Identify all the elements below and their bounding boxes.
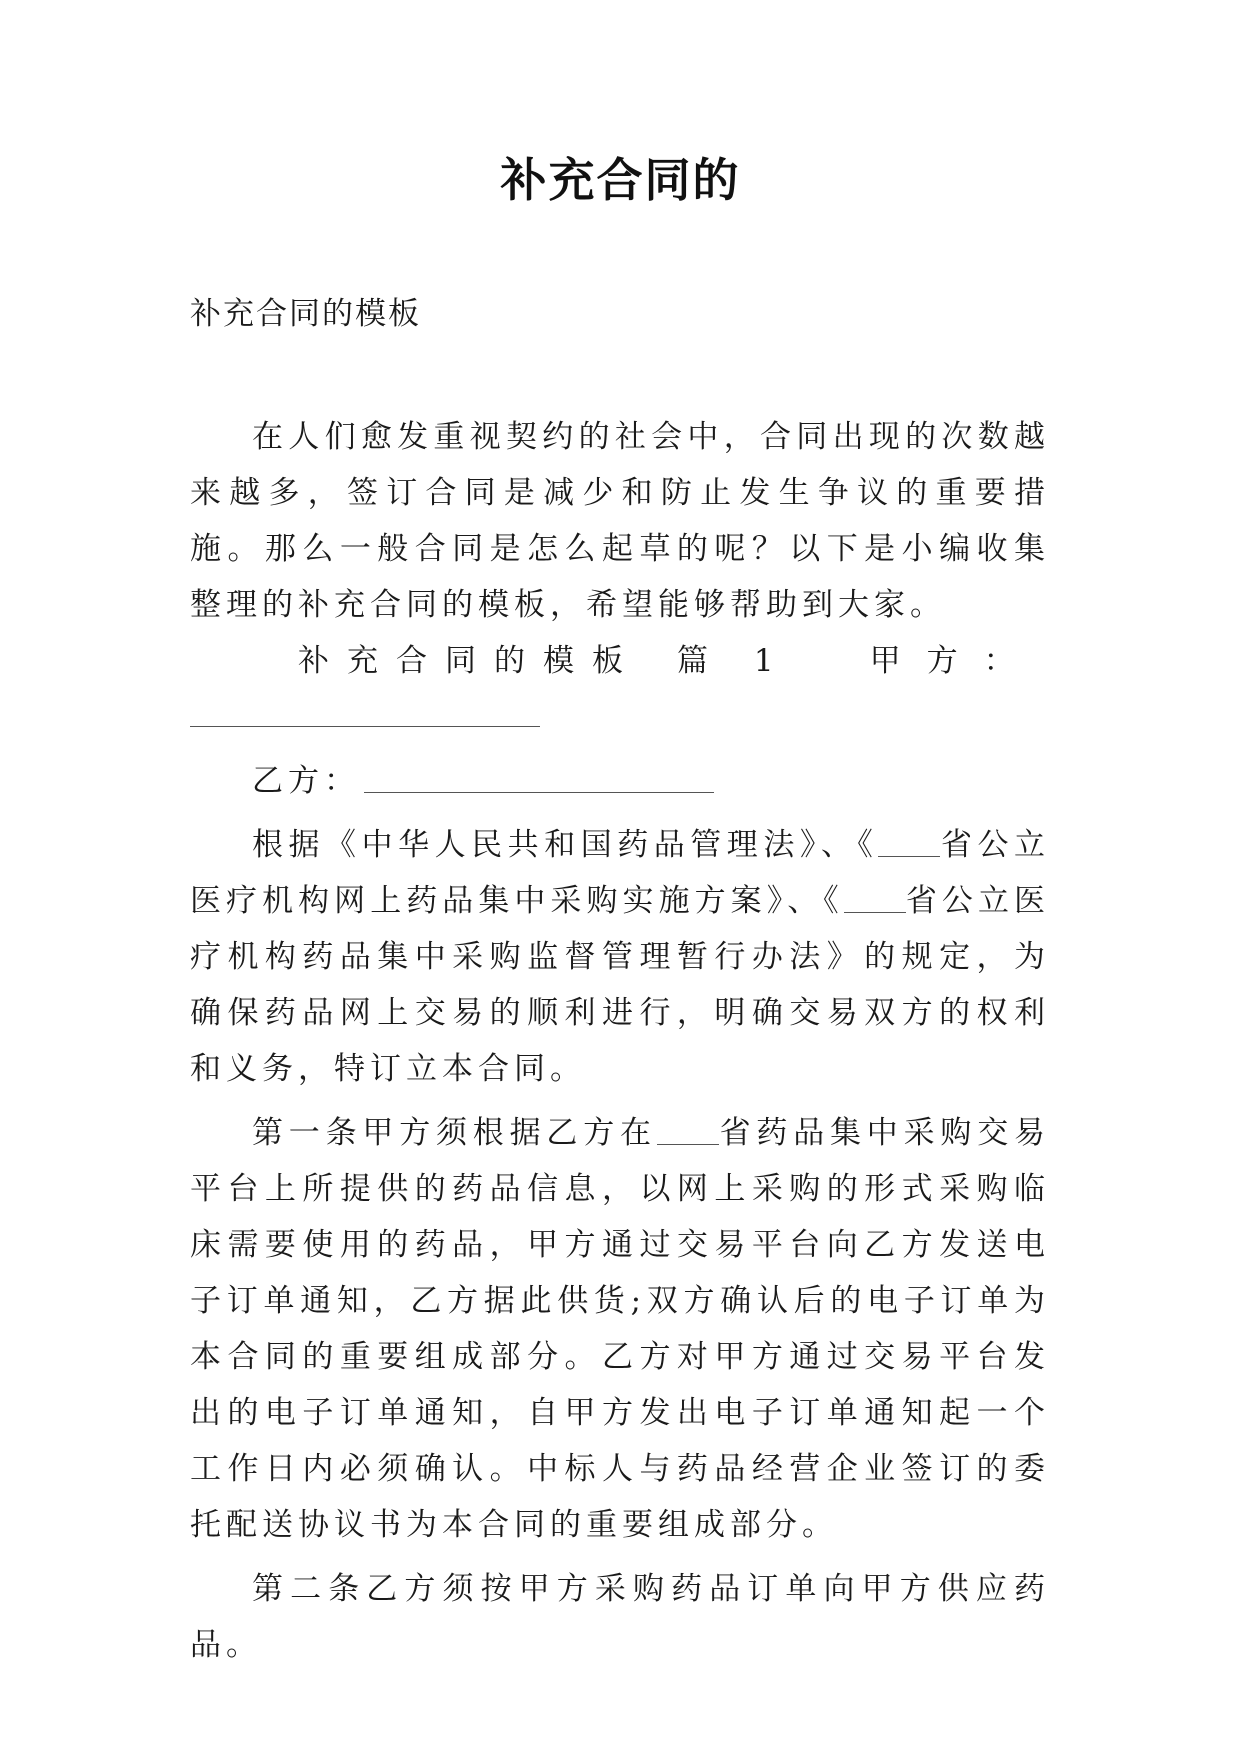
spacer — [190, 809, 1050, 817]
party-a-label: 甲方： — [869, 643, 1041, 679]
article-1-text-1: 第一条甲方须根据乙方在 — [252, 1115, 657, 1151]
spacer — [190, 745, 1050, 753]
basis-text-3: 省公立医疗机构药品集中采购监督管理暂行办法》的规定，为确保药品网上交易的顺利进行，明确交易双方的权利和义务，特订立本合同。 — [190, 883, 1051, 1087]
basis-text-1: 根据《中华人民共和国药品管理法》、《 — [252, 827, 879, 863]
spacer — [190, 1553, 1050, 1561]
party-b-blank — [364, 762, 714, 793]
party-a-blank — [190, 689, 540, 745]
article-2-paragraph: 第二条乙方须按甲方采购药品订单向甲方供应药品。 — [190, 1571, 1050, 1663]
basis-text-2: 省公立医疗机构网上药品集中采购实施方案》、《 — [190, 827, 1051, 919]
party-b-line — [190, 753, 1050, 809]
document-title: 补充合同的 — [500, 153, 741, 207]
basis-paragraph — [190, 817, 1050, 1097]
document-body — [190, 409, 1050, 1673]
section-number: 篇 1 — [677, 643, 792, 679]
province-blank-2 — [844, 882, 906, 913]
section-heading: 补充合同的模板 — [298, 643, 641, 679]
province-blank-1 — [878, 826, 940, 857]
article-1-paragraph — [190, 1105, 1050, 1553]
province-blank-3 — [657, 1114, 719, 1145]
party-b-label: 乙方： — [252, 763, 360, 799]
section-heading-line — [190, 633, 1050, 689]
spacer — [190, 1097, 1050, 1105]
document-subtitle: 补充合同的模板 — [190, 296, 421, 332]
intro-paragraph: 在人们愈发重视契约的社会中，合同出现的次数越来越多，签订合同是减少和防止发生争议的重要措施。那么一般合同是怎么起草的呢？以下是小编收集整理的补充合同的模板，希望能够帮助到大家。 — [190, 419, 1050, 623]
article-1-text-2: 省药品集中采购交易平台上所提供的药品信息，以网上采购的形式采购临床需要使用的药品，甲方通过交易平台向乙方发送电子订单通知，乙方据此供货;双方确认后的电子订单为本合同的重要组成部分。乙方对甲方通过交易平台发出的电子订单通知，自甲方发出电子订单通知起一个工作日内必须确认。中标人与药品经营企业签订的委托配送协议书为本合同的重要组成部分。 — [190, 1115, 1051, 1543]
